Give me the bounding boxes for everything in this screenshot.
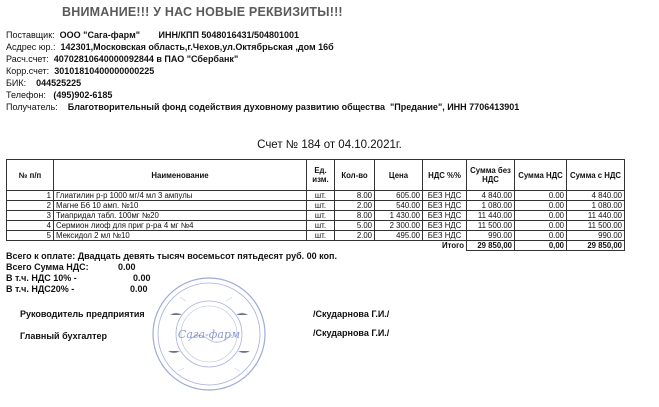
bik-value: 044525225 [36, 78, 82, 88]
cell-sum-no-vat: 1 080.00 [467, 201, 515, 211]
table-header-row [7, 160, 625, 191]
cell-unit: шт. [307, 201, 335, 211]
accountant-label: Главный бухгалтер [20, 331, 108, 341]
col-header-unit: Ед. изм. [307, 160, 335, 191]
cell-vat-sum: 0.00 [515, 221, 567, 231]
cell-sum-no-vat: 4 840.00 [467, 191, 515, 201]
cell-sum-no-vat: 11 500.00 [467, 221, 515, 231]
head-name: /Скударнова Г.И./ [313, 309, 390, 319]
corr-value: 30101810400000000225 [54, 66, 155, 76]
table-row [7, 221, 625, 231]
table-row [7, 201, 625, 211]
phone-value: (495)902-6185 [53, 90, 113, 100]
phone-line [6, 90, 112, 101]
col-header-price: Цена [375, 160, 423, 191]
invoice-table [6, 159, 625, 251]
cell-sum-no-vat: 11 440.00 [467, 211, 515, 221]
cell-vat-rate: БЕЗ НДС [423, 201, 467, 211]
cell-name: Сермион лиоф для приг р-ра 4 мг №4 [54, 221, 307, 231]
cell-name: Мексидол 2 мл №10 [54, 231, 307, 241]
table-row [7, 191, 625, 201]
corr-line [6, 66, 154, 77]
recipient-label: Получатель: [6, 102, 58, 112]
cell-unit: шт. [307, 221, 335, 231]
vat-total-value: 0.00 [118, 262, 136, 272]
vat20-value: 0.00 [130, 284, 148, 294]
address-value: 142301,Московская область,г.Чехов,ул.Октябрьская ,дом 16б [60, 42, 334, 52]
bik-label: БИК: [6, 78, 27, 88]
cell-vat-rate: БЕЗ НДС [423, 231, 467, 241]
vat20-line [6, 284, 148, 295]
cell-unit: шт. [307, 211, 335, 221]
supplier-inn-kpp: ИНН/КПП 5048016431/504801001 [158, 30, 300, 40]
cell-number: 1 [7, 191, 54, 201]
cell-price: 2 300.00 [375, 221, 423, 231]
cell-price: 495.00 [375, 231, 423, 241]
vat10-label: В т.ч. НДС 10% - [6, 273, 77, 283]
company-stamp [150, 275, 268, 393]
vat10-line [6, 273, 151, 284]
vat-total-line [6, 262, 136, 273]
cell-price: 1 430.00 [375, 211, 423, 221]
supplier-name: ООО "Сага-фарм" [59, 30, 140, 40]
cell-vat-sum: 0.00 [515, 201, 567, 211]
col-header-name: Наименование [54, 160, 307, 191]
address-line [6, 42, 334, 53]
cell-price: 605.00 [375, 191, 423, 201]
cell-qty: 8.00 [335, 191, 375, 201]
cell-qty: 2.00 [335, 231, 375, 241]
col-header-vat-rate: НДС %% [423, 160, 467, 191]
table-row [7, 231, 625, 241]
col-header-vat-sum: Сумма НДС [515, 160, 567, 191]
bik-line [6, 78, 81, 89]
cell-qty: 5.00 [335, 221, 375, 231]
cell-number: 3 [7, 211, 54, 221]
invoice-title: Счет № 184 от 04.10.2021г. [257, 139, 402, 151]
total-sum-no-vat: 29 850,00 [467, 241, 515, 251]
cell-total: 4 840.00 [567, 191, 625, 201]
account-label: Расч.счет: [6, 54, 49, 64]
vat20-label: В т.ч. НДС20% - [6, 284, 75, 294]
phone-label: Телефон: [6, 90, 46, 100]
total-label: Итого [442, 241, 464, 251]
cell-vat-rate: БЕЗ НДС [423, 191, 467, 201]
cell-sum-no-vat: 990.00 [467, 231, 515, 241]
cell-unit: шт. [307, 191, 335, 201]
accountant-name: /Скударнова Г.И./ [313, 328, 390, 338]
stamp-center-text: Сага-фарм [177, 328, 241, 341]
recipient-value: Благотворительный фонд содействия духовному развитию общества "Предание", ИНН 7706413901 [67, 102, 520, 112]
total-with-vat: 29 850,00 [567, 241, 625, 251]
supplier-label: Поставщик: [6, 30, 55, 40]
cell-name: Магне Б6 10 амп. №10 [54, 201, 307, 211]
cell-total: 11 500.00 [567, 221, 625, 231]
cell-vat-sum: 0.00 [515, 191, 567, 201]
recipient-line [6, 102, 519, 113]
cell-total: 990.00 [567, 231, 625, 241]
cell-total: 1 080.00 [567, 201, 625, 211]
table-row [7, 211, 625, 221]
head-label: Руководитель предприятия [20, 309, 145, 319]
cell-number: 2 [7, 201, 54, 211]
cell-total: 11 440.00 [567, 211, 625, 221]
col-header-sum-no-vat: Сумма без НДС [467, 160, 515, 191]
cell-price: 540.00 [375, 201, 423, 211]
cell-vat-sum: 0.00 [515, 211, 567, 221]
col-header-number: № п/п [7, 160, 54, 191]
cell-name: Глиатилин р-р 1000 мг/4 мл 3 ампулы [54, 191, 307, 201]
address-label: Асдрес юр.: [6, 42, 56, 52]
cell-vat-sum: 0.00 [515, 231, 567, 241]
cell-unit: шт. [307, 231, 335, 241]
total-row [7, 241, 625, 251]
warning-heading: ВНИМАНИЕ!!! У НАС НОВЫЕ РЕКВИЗИТЫ!!! [62, 5, 343, 19]
vat10-value: 0.00 [133, 273, 151, 283]
col-header-qty: Кол-во [335, 160, 375, 191]
corr-label: Корр.счет: [6, 66, 50, 76]
cell-vat-rate: БЕЗ НДС [423, 211, 467, 221]
cell-vat-rate: БЕЗ НДС [423, 221, 467, 231]
supplier-line [6, 30, 299, 41]
total-vat-sum: 0,00 [515, 241, 567, 251]
col-header-total: Сумма с НДС [567, 160, 625, 191]
cell-name: Тиапридал табл. 100мг №20 [54, 211, 307, 221]
account-value: 40702810640000092844 в ПАО "Сбербанк" [53, 54, 239, 64]
cell-qty: 2.00 [335, 201, 375, 211]
cell-qty: 8.00 [335, 211, 375, 221]
cell-number: 5 [7, 231, 54, 241]
vat-total-label: Всего Сумма НДС: [6, 262, 89, 272]
cell-number: 4 [7, 221, 54, 231]
payment-text: Всего к оплате: Двадцать девять тысяч восемьсот пятьдесят руб. 00 коп. [6, 251, 337, 261]
account-line [6, 54, 238, 65]
